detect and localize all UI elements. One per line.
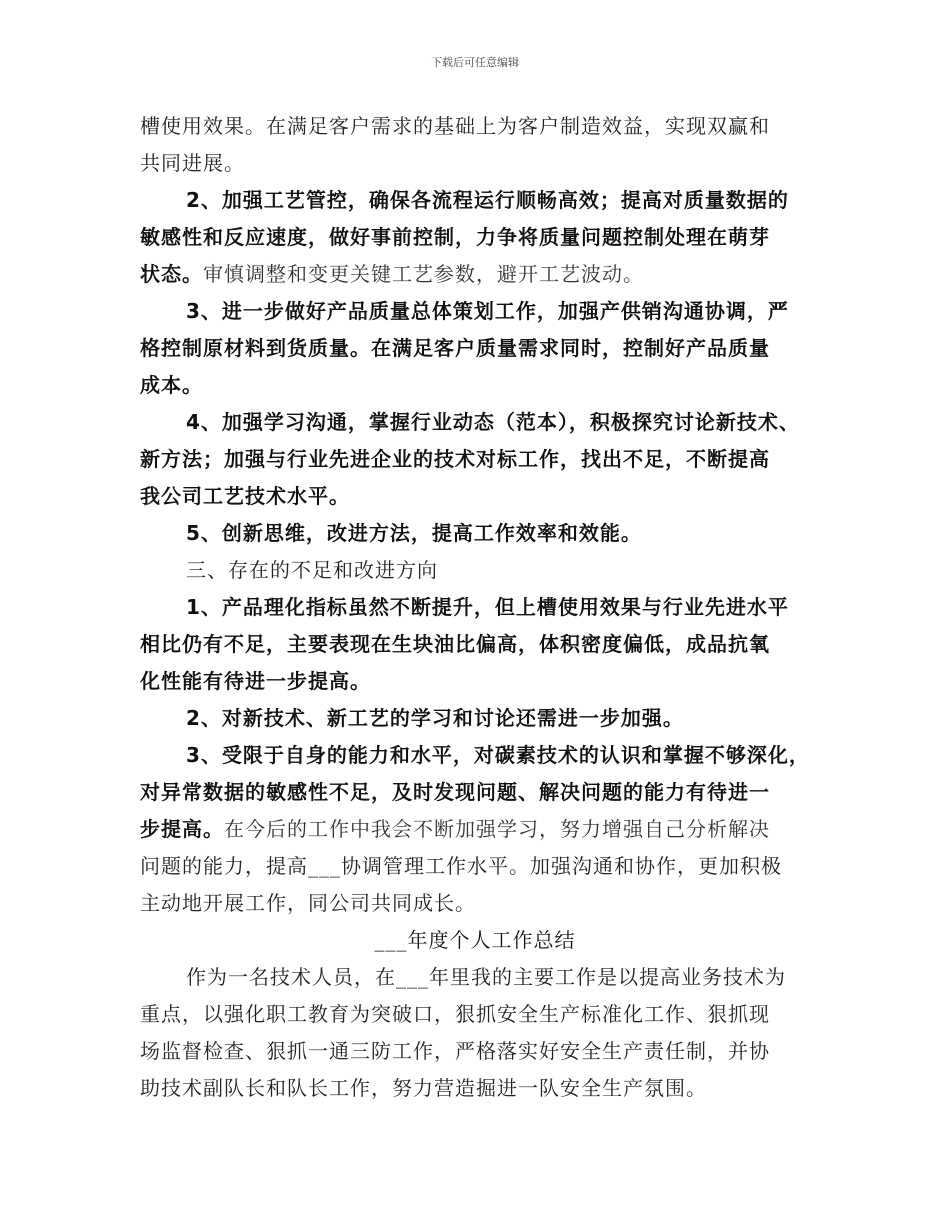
- text-line: 共同进展。: [140, 151, 245, 175]
- text-line: 场监督检查、狠抓一通三防工作，严格落实好安全生产责任制，并协: [140, 1039, 770, 1063]
- text-line: [140, 815, 770, 843]
- text-line: [140, 260, 644, 288]
- text-line: 成本。: [140, 373, 203, 397]
- text-line: 1、产品理化指标虽然不断提升，但上槽使用效果与行业先进水平: [186, 595, 789, 619]
- text-line: 问题的能力，提高___协调管理工作水平。加强沟通和协作，更加积极: [140, 854, 782, 878]
- text-span: 状态。: [140, 262, 203, 286]
- header-note: 下载后可任意编辑: [431, 56, 519, 69]
- text-span: 步提高。: [140, 817, 224, 841]
- text-span: 在今后的工作中我会不断加强学习，努力增强自己分析解决: [224, 817, 770, 841]
- text-line: 主动地开展工作，同公司共同成长。: [140, 891, 476, 915]
- text-line: 对异常数据的敏感性不足，及时发现问题、解决问题的能力有待进一: [140, 780, 770, 804]
- section-heading: 三、存在的不足和改进方向: [186, 558, 438, 582]
- text-line: 槽使用效果。在满足客户需求的基础上为客户制造效益，实现双赢和: [140, 114, 770, 138]
- text-line: 我公司工艺技术水平。: [140, 484, 350, 508]
- text-line: 相比仍有不足，主要表现在生块油比偏高，体积密度偏低，成品抗氧: [140, 632, 770, 656]
- text-line: 2、对新技术、新工艺的学习和讨论还需进一步加强。: [186, 706, 684, 730]
- text-line: 重点，以强化职工教育为突破口，狠抓安全生产标准化工作、狠抓现: [140, 1002, 770, 1026]
- text-line: 作为一名技术人员，在___年里我的主要工作是以提高业务技术为: [186, 965, 786, 989]
- text-line: 敏感性和反应速度，做好事前控制，力争将质量问题控制处理在萌芽: [140, 225, 770, 249]
- text-line: 2、加强工艺管控，确保各流程运行顺畅高效；提高对质量数据的: [186, 188, 789, 212]
- text-line: 3、进一步做好产品质量总体策划工作，加强产供销沟通协调，严: [186, 299, 789, 323]
- text-line: 化性能有待进一步提高。: [140, 669, 371, 693]
- text-line: 5、创新思维，改进方法，提高工作效率和效能。: [186, 521, 642, 545]
- text-line: 4、加强学习沟通，掌握行业动态（范本），积极探究讨论新技术、: [186, 410, 800, 434]
- text-line: 3、受限于自身的能力和水平，对碳素技术的认识和掌握不够深化，: [186, 743, 810, 767]
- text-line: 格控制原材料到货质量。在满足客户质量需求同时，控制好产品质量: [140, 336, 770, 360]
- text-line: 助技术副队长和队长工作，努力营造掘进一队安全生产氛围。: [140, 1076, 707, 1100]
- document-title: ___年度个人工作总结: [374, 928, 576, 952]
- text-span: 审慎调整和变更关键工艺参数，避开工艺波动。: [203, 262, 644, 286]
- text-line: 新方法；加强与行业先进企业的技术对标工作，找出不足，不断提高: [140, 447, 770, 471]
